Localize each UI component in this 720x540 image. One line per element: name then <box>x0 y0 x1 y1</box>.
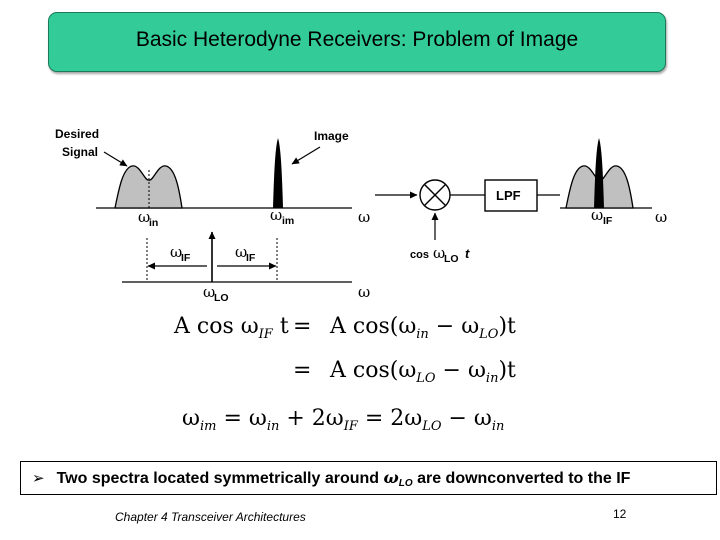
bullet-text: Two spectra located symmetrically around ωLO are downconverted to the IF <box>56 467 631 489</box>
equation-2-equals: = <box>293 358 312 383</box>
slide-title: Basic Heterodyne Receivers: Problem of Image <box>135 28 579 51</box>
omega-lo-symbol: ω <box>203 283 216 301</box>
footer-chapter: Chapter 4 Transceiver Architectures <box>115 510 306 524</box>
omega-in-sub: in <box>149 217 159 229</box>
omega-axis-label-lo: ω <box>358 283 371 301</box>
equation-3: $\omega_{im} = \omega_{in} + 2\omega_{IF} = 2\omega_{LO} - \omega_{in}$ <box>182 406 505 434</box>
omega-axis-label-top: ω <box>358 208 371 226</box>
image-spectrum <box>273 138 283 208</box>
omega-axis-label-output: ω <box>655 208 668 226</box>
lo-cos-sub: LO <box>444 253 459 265</box>
equation-2-rhs: A $\cos(\omega_{LO} - \omega_{in})t$ <box>330 358 516 386</box>
lpf-label: LPF <box>496 188 521 203</box>
desired-label-line1: Desired <box>55 127 100 141</box>
footer-page-number: 12 <box>613 507 627 521</box>
bullet-box <box>20 461 717 495</box>
output-image-spectrum <box>594 138 604 208</box>
omega-if-sub: IF <box>603 215 613 227</box>
if-span-left-sub: IF <box>181 252 191 264</box>
equation-1-lhs: A $\cos \omega_{IF}$ t <box>174 314 289 342</box>
omega-im-symbol: ω <box>270 206 283 224</box>
desired-pointer-arrow <box>104 152 127 166</box>
omega-lo-sub: LO <box>214 292 229 304</box>
lo-cos-omega: ω <box>433 244 446 262</box>
omega-if-symbol: ω <box>591 206 604 224</box>
equation-1-rhs: A $\cos(\omega_{in} - \omega_{LO})t$ <box>330 314 516 342</box>
bullet-arrow-icon: ➢ <box>32 470 45 487</box>
lo-cos-t: t <box>465 246 470 261</box>
if-span-left-omega: ω <box>170 243 183 261</box>
image-pointer-arrow <box>292 147 320 164</box>
omega-im-sub: im <box>282 215 295 227</box>
image-label: Image <box>314 129 349 143</box>
if-span-right-sub: IF <box>246 252 256 264</box>
equation-1-equals: = <box>293 314 312 339</box>
desired-label-line2: Signal <box>62 145 99 159</box>
lo-cos-label: cos <box>410 249 429 261</box>
omega-in-symbol: ω <box>138 208 151 226</box>
if-span-right-omega: ω <box>235 243 248 261</box>
